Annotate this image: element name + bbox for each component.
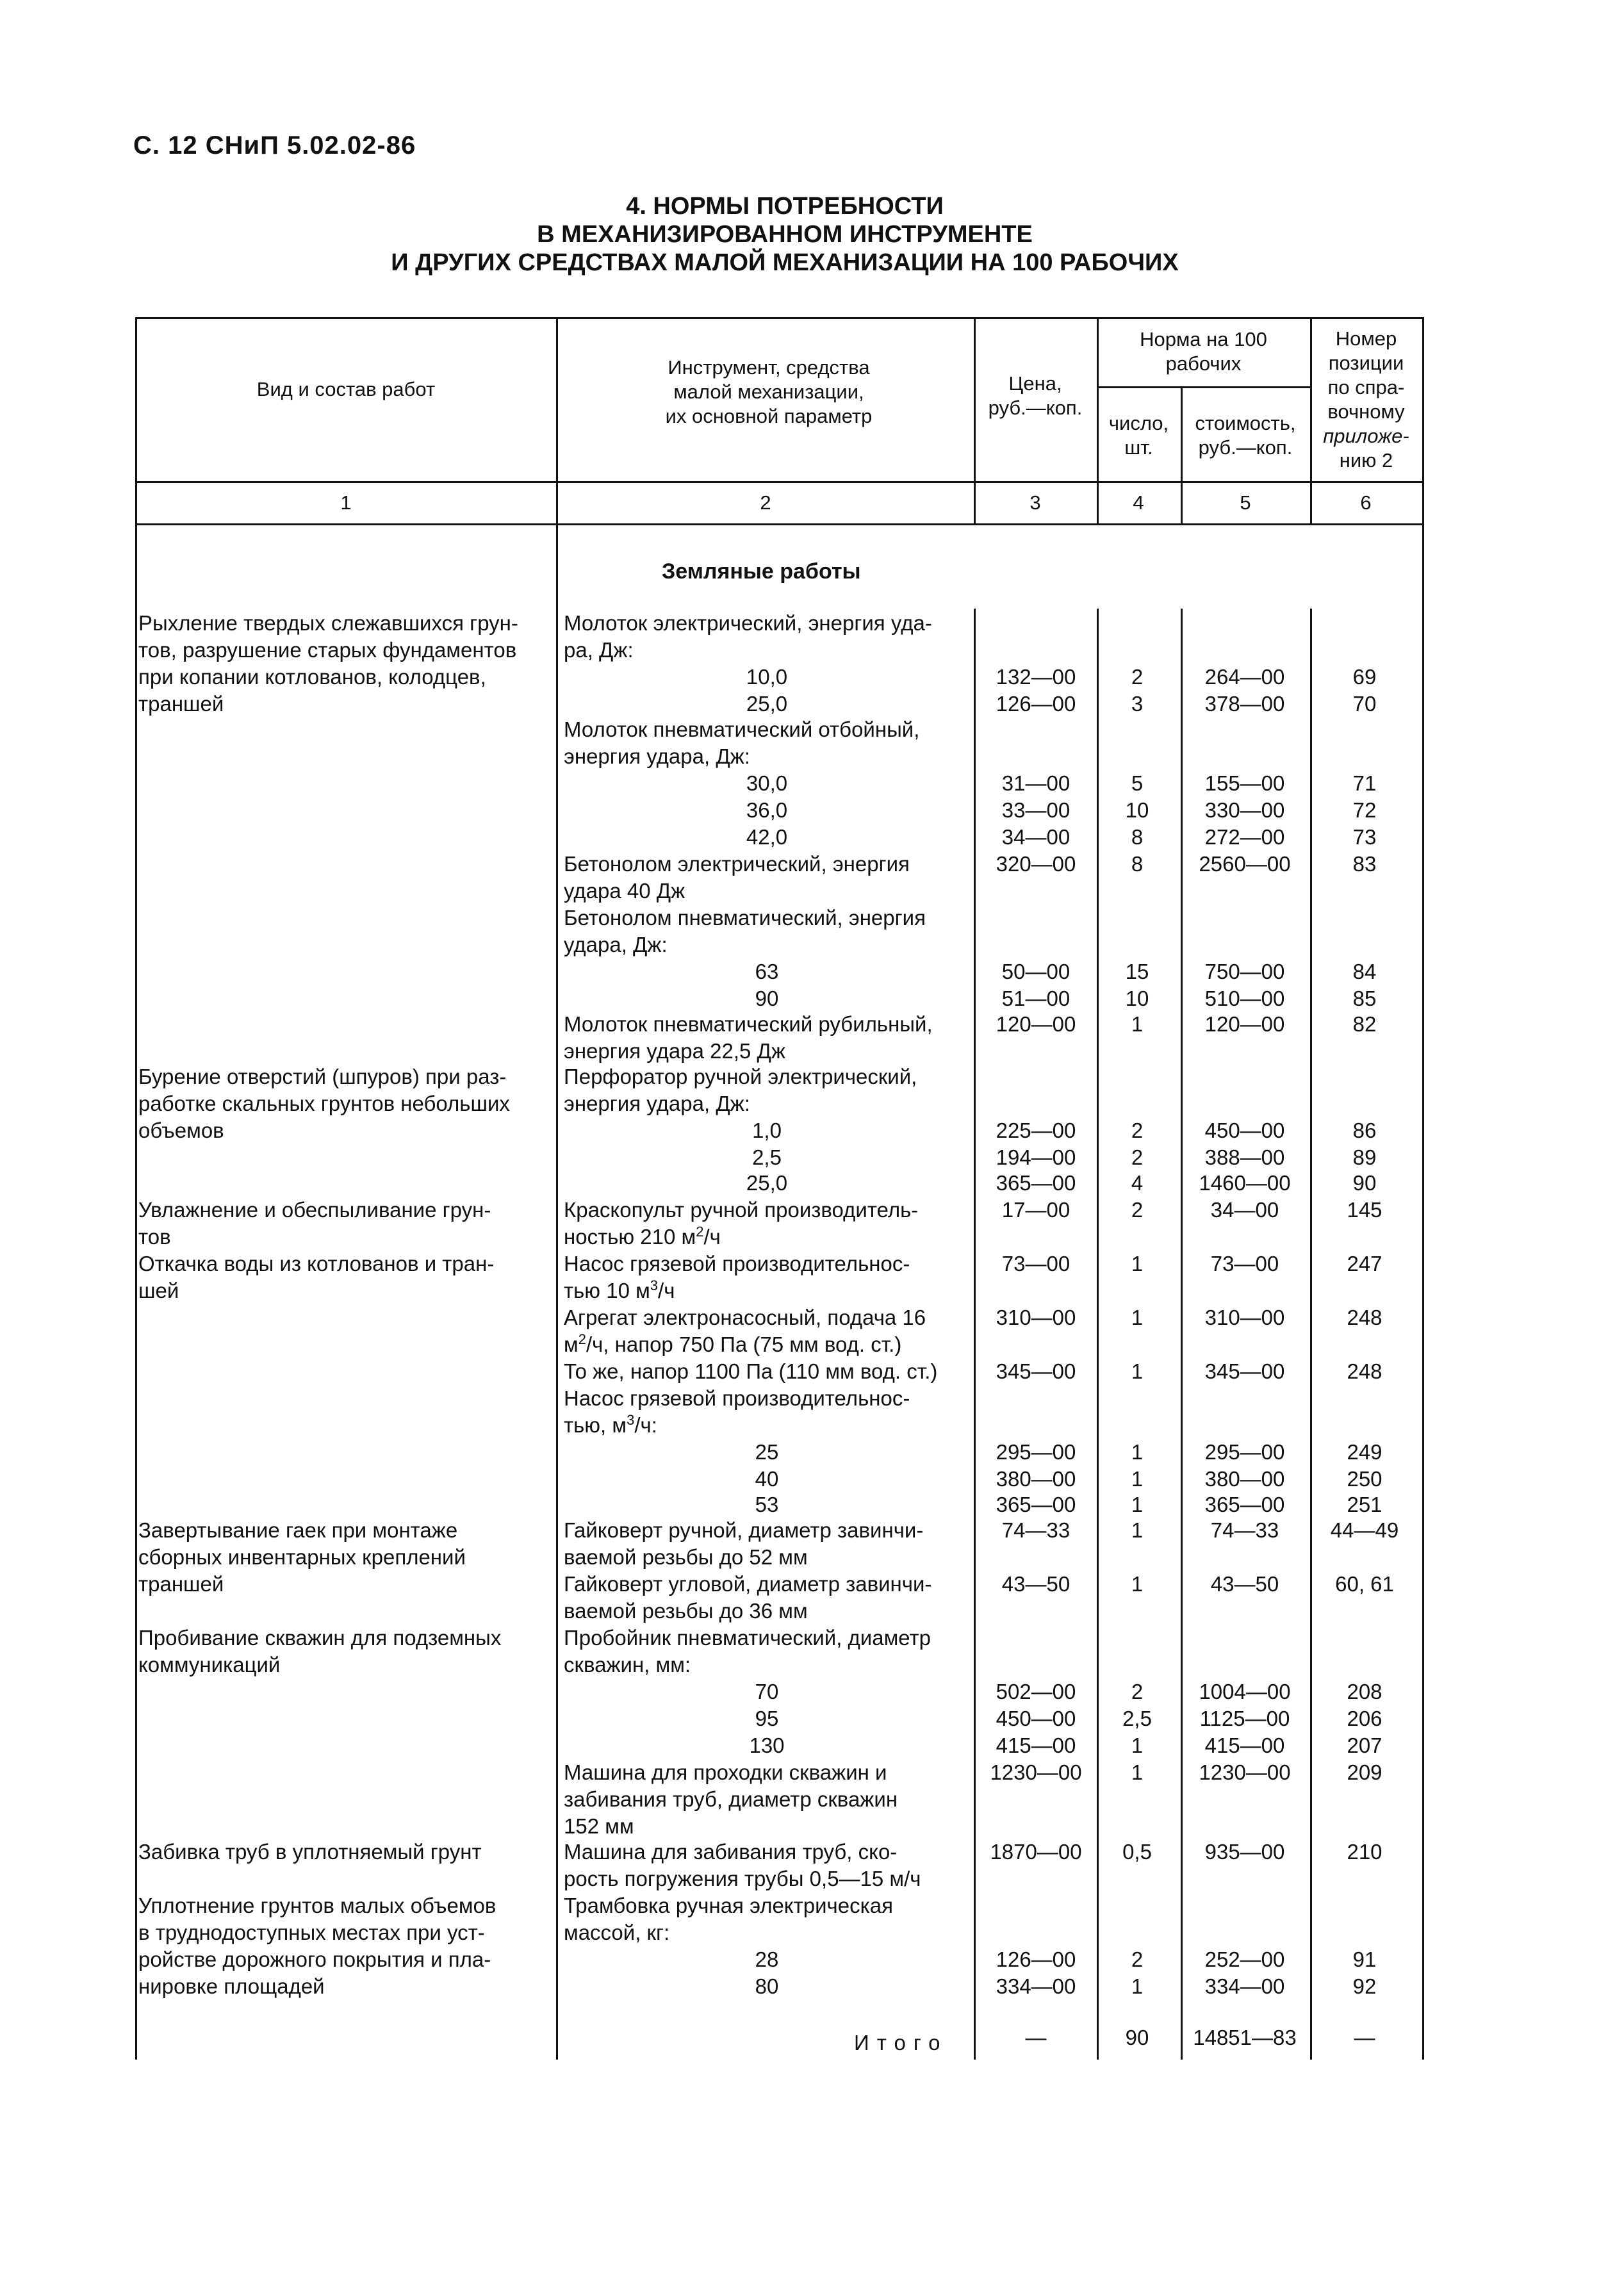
tool-line: массой, кг: [564, 1921, 670, 1944]
tool-line: Насос грязевой производительнос- [564, 1386, 910, 1410]
cost-cell: 155—00 [1204, 771, 1285, 795]
count-cell: 2 [1131, 665, 1144, 689]
position-cell: 92 [1352, 1974, 1377, 1998]
position-cell: 84 [1352, 960, 1377, 983]
work-line: ройстве дорожного покрытия и пла- [138, 1947, 491, 1971]
price-cell: 310—00 [996, 1306, 1076, 1329]
tool-line: Пробойник пневматический, диаметр [564, 1626, 931, 1650]
price-cell: 502—00 [996, 1680, 1076, 1703]
param-cell: 130 [749, 1734, 785, 1757]
price-cell: 320—00 [996, 852, 1076, 876]
tool-line: 152 мм [564, 1814, 634, 1838]
price-cell: 34—00 [1001, 825, 1070, 849]
price-cell: 132—00 [996, 665, 1076, 689]
count-cell: 1 [1131, 1252, 1144, 1275]
tool-line: Молоток пневматический рубильный, [564, 1012, 933, 1036]
position-cell: 90 [1352, 1171, 1377, 1195]
count-cell: 15 [1125, 960, 1149, 983]
colnum-bottom-border [135, 523, 1424, 525]
count-cell: 2 [1131, 1119, 1144, 1142]
tool-line: ра, Дж: [564, 638, 634, 662]
count-cell: 8 [1131, 852, 1144, 876]
param-cell: 25,0 [746, 692, 788, 716]
price-cell: 126—00 [996, 692, 1076, 716]
param-cell: 40 [755, 1467, 779, 1491]
tool-line: энергия удара, Дж: [564, 1092, 750, 1115]
cost-cell: 43—50 [1210, 1572, 1279, 1596]
count-cell: 1 [1131, 1734, 1144, 1757]
col-divider-2-body [974, 609, 976, 2060]
work-line: работке скальных грунтов небольших [138, 1092, 510, 1115]
tool-line: рость погружения трубы 0,5—15 м/ч [564, 1867, 921, 1890]
total-label: Итого [854, 2031, 948, 2054]
cost-cell: 378—00 [1204, 692, 1285, 716]
cost-cell: 74—33 [1210, 1518, 1279, 1542]
tool-line: энергия удара 22,5 Дж [564, 1039, 785, 1063]
count-cell: 8 [1131, 825, 1144, 849]
param-cell: 25,0 [746, 1171, 788, 1195]
cost-cell: 380—00 [1204, 1467, 1285, 1491]
param-cell: 90 [755, 987, 779, 1010]
tool-line: Гайковерт угловой, диаметр завинчи- [564, 1572, 932, 1596]
cost-cell: 510—00 [1204, 987, 1285, 1010]
cost-cell: 252—00 [1204, 1947, 1285, 1971]
table-left-border [135, 317, 137, 2060]
cost-cell: 1460—00 [1199, 1171, 1291, 1195]
price-cell: 50—00 [1001, 960, 1070, 983]
position-cell: 208 [1347, 1680, 1382, 1703]
count-cell: 3 [1131, 692, 1144, 716]
tool-line: тью, $м^3/ч$: [564, 1412, 657, 1437]
tool-line: Перфоратор ручной электрический, [564, 1065, 917, 1088]
table-right-border [1422, 317, 1424, 2060]
param-cell: 63 [755, 960, 779, 983]
tool-line: ваемой резьбы до 52 мм [564, 1545, 808, 1569]
tool-line: Агрегат электронасосный, подача 16 [564, 1306, 926, 1329]
tool-line: энергия удара, Дж: [564, 744, 750, 768]
param-cell: 36,0 [746, 798, 788, 822]
position-cell: 71 [1352, 771, 1377, 795]
work-line: Уплотнение грунтов малых объемов [138, 1894, 496, 1917]
price-cell: 74—33 [1001, 1518, 1070, 1542]
price-cell: 120—00 [996, 1012, 1076, 1036]
header-cost: стоимость, руб.—коп. [1195, 412, 1296, 459]
price-cell: 1870—00 [990, 1840, 1082, 1864]
cost-cell: 334—00 [1204, 1974, 1285, 1998]
work-line: тов [138, 1225, 171, 1249]
header-work: Вид и состав работ [256, 378, 436, 400]
page-header: С. 12 СНиП 5.02.02-86 [133, 131, 416, 160]
param-cell: 53 [755, 1493, 779, 1516]
tool-line: Гайковерт ручной, диаметр завинчи- [564, 1518, 924, 1542]
work-line: при копании котлованов, колодцев, [138, 665, 486, 689]
position-cell: 210 [1347, 1840, 1382, 1864]
total-cost: 14851—83 [1193, 2026, 1297, 2049]
tool-line: удара 40 Дж [564, 879, 685, 903]
count-cell: 5 [1131, 771, 1144, 795]
count-cell: 0,5 [1122, 1840, 1152, 1864]
position-cell: 89 [1352, 1145, 1377, 1169]
total-count: 90 [1125, 2026, 1149, 2049]
price-cell: 380—00 [996, 1467, 1076, 1491]
cost-cell: 388—00 [1204, 1145, 1285, 1169]
price-cell: 33—00 [1001, 798, 1070, 822]
tool-line: То же, напор 1100 Па (110 мм вод. ст.) [564, 1359, 938, 1383]
work-line: сборных инвентарных креплений [138, 1545, 466, 1569]
total-position: — [1354, 2026, 1375, 2049]
count-cell: 2 [1131, 1198, 1144, 1222]
tool-line: ваемой резьбы до 36 мм [564, 1599, 808, 1623]
param-cell: 25 [755, 1440, 779, 1464]
param-cell: 80 [755, 1974, 779, 1998]
position-cell: 72 [1352, 798, 1377, 822]
cost-cell: 1230—00 [1199, 1760, 1291, 1784]
count-cell: 1 [1131, 1306, 1144, 1329]
param-cell: 10,0 [746, 665, 788, 689]
cost-cell: 264—00 [1204, 665, 1285, 689]
section-title: Земляные работы [662, 559, 861, 584]
tool-line: ностью 210 $м^2/ч$ [564, 1224, 721, 1249]
title-line: И ДРУГИХ СРЕДСТВАХ МАЛОЙ МЕХАНИЗАЦИИ НА 100 РАБОЧИХ [391, 249, 1179, 276]
position-cell: 247 [1347, 1252, 1382, 1275]
position-cell: 60, 61 [1335, 1572, 1394, 1596]
cost-cell: 34—00 [1210, 1198, 1279, 1222]
tool-line: Машина для проходки скважин и [564, 1760, 887, 1784]
tool-line: скважин, мм: [564, 1653, 691, 1677]
tool-line: Молоток электрический, энергия уда- [564, 611, 932, 635]
table-title [0, 192, 1570, 277]
cost-cell: 935—00 [1204, 1840, 1285, 1864]
cost-cell: 415—00 [1204, 1734, 1285, 1757]
param-cell: 30,0 [746, 771, 788, 795]
tool-line: Краскопульт ручной производитель- [564, 1198, 919, 1222]
tool-line: Бетонолом электрический, энергия [564, 852, 910, 876]
position-cell: 91 [1352, 1947, 1377, 1971]
total-price: — [1025, 2026, 1047, 2049]
tool-line: Молоток пневматический отбойный, [564, 717, 920, 741]
header-count: число, шт. [1108, 412, 1169, 459]
work-line: Бурение отверстий (шпуров) при раз- [138, 1065, 507, 1088]
tool-line: удара, Дж: [564, 933, 668, 956]
cost-cell: 330—00 [1204, 798, 1285, 822]
cost-cell: 310—00 [1204, 1306, 1285, 1329]
title-line: В МЕХАНИЗИРОВАННОМ ИНСТРУМЕНТЕ [537, 221, 1033, 248]
header-price: Цена, руб.—коп. [988, 372, 1083, 419]
price-cell: 43—50 [1001, 1572, 1070, 1596]
position-cell: 209 [1347, 1760, 1382, 1784]
price-cell: 73—00 [1001, 1252, 1070, 1275]
header-tool: Инструмент, средства малой механизации, их основной параметр [665, 356, 873, 427]
price-cell: 194—00 [996, 1145, 1076, 1169]
count-cell: 1 [1131, 1467, 1144, 1491]
position-cell: 73 [1352, 825, 1377, 849]
count-cell: 1 [1131, 1493, 1144, 1516]
param-cell: 42,0 [746, 825, 788, 849]
count-cell: 1 [1131, 1012, 1144, 1036]
cost-cell: 750—00 [1204, 960, 1285, 983]
count-cell: 1 [1131, 1359, 1144, 1383]
cost-cell: 2560—00 [1199, 852, 1291, 876]
param-cell: 2,5 [752, 1145, 782, 1169]
work-line: Пробивание скважин для подземных [138, 1626, 502, 1650]
param-cell: 28 [755, 1947, 779, 1971]
tool-line: $м^2/ч$, напор 750 Па (75 мм вод. ст.) [564, 1331, 902, 1356]
count-cell: 10 [1125, 987, 1149, 1010]
price-cell: 126—00 [996, 1947, 1076, 1971]
work-line: траншей [138, 692, 224, 716]
cost-cell: 450—00 [1204, 1119, 1285, 1142]
work-line: Забивка труб в уплотняемый грунт [138, 1840, 482, 1864]
column-number: 2 [760, 491, 771, 514]
header-norm: Норма на 100 рабочих [1140, 328, 1267, 375]
param-cell: 70 [755, 1680, 779, 1703]
work-line: шей [138, 1279, 179, 1302]
price-cell: 345—00 [996, 1359, 1076, 1383]
count-cell: 2,5 [1122, 1707, 1152, 1730]
position-cell: 248 [1347, 1306, 1382, 1329]
price-cell: 365—00 [996, 1493, 1076, 1516]
price-cell: 31—00 [1001, 771, 1070, 795]
position-cell: 206 [1347, 1707, 1382, 1730]
param-cell: 1,0 [752, 1119, 782, 1142]
price-cell: 17—00 [1001, 1198, 1070, 1222]
col-divider-2 [974, 317, 976, 525]
header-position: Номер позиции по спра- вочному приложе- нию 2 [1323, 327, 1409, 471]
work-line: траншей [138, 1572, 224, 1596]
position-cell: 251 [1347, 1493, 1382, 1516]
cost-cell: 272—00 [1204, 825, 1285, 849]
tool-line: Трамбовка ручная электрическая [564, 1894, 893, 1917]
work-line: Завертывание гаек при монтаже [138, 1518, 458, 1542]
count-cell: 2 [1131, 1680, 1144, 1703]
col-divider-3-body [1097, 609, 1099, 2060]
price-cell: 415—00 [996, 1734, 1076, 1757]
work-line: Откачка воды из котлованов и тран- [138, 1252, 495, 1275]
work-line: объемов [138, 1119, 224, 1142]
column-number: 3 [1029, 491, 1041, 514]
table-top-border [135, 317, 1424, 319]
header-bottom-border [135, 481, 1424, 483]
position-cell: 44—49 [1330, 1518, 1399, 1542]
position-cell: 249 [1347, 1440, 1382, 1464]
cost-cell: 365—00 [1204, 1493, 1285, 1516]
col-divider-1 [556, 317, 558, 2060]
price-cell: 225—00 [996, 1119, 1076, 1142]
cost-cell: 295—00 [1204, 1440, 1285, 1464]
cost-cell: 1125—00 [1199, 1707, 1290, 1730]
cost-cell: 345—00 [1204, 1359, 1285, 1383]
cost-cell: 120—00 [1204, 1012, 1285, 1036]
column-number: 1 [340, 491, 352, 514]
norm-header-divider [1097, 386, 1310, 388]
position-cell: 145 [1347, 1198, 1382, 1222]
price-cell: 295—00 [996, 1440, 1076, 1464]
position-cell: 82 [1352, 1012, 1377, 1036]
cost-cell: 73—00 [1210, 1252, 1279, 1275]
count-cell: 4 [1131, 1171, 1144, 1195]
work-line: тов, разрушение старых фундаментов [138, 638, 517, 662]
price-cell: 1230—00 [990, 1760, 1082, 1784]
tool-line: Бетонолом пневматический, энергия [564, 906, 926, 930]
tool-line: забивания труб, диаметр скважин [564, 1787, 898, 1811]
count-cell: 1 [1131, 1440, 1144, 1464]
work-line: Увлажнение и обеспыливание грун- [138, 1198, 491, 1222]
title-line: 4. НОРМЫ ПОТРЕБНОСТИ [626, 193, 944, 220]
price-cell: 365—00 [996, 1171, 1076, 1195]
work-line: нировке площадей [138, 1974, 325, 1998]
position-cell: 83 [1352, 852, 1377, 876]
tool-line: Машина для забивания труб, ско- [564, 1840, 898, 1864]
count-cell: 1 [1131, 1572, 1144, 1596]
count-cell: 1 [1131, 1974, 1144, 1998]
price-cell: 51—00 [1001, 987, 1070, 1010]
count-cell: 2 [1131, 1145, 1144, 1169]
price-cell: 450—00 [996, 1707, 1076, 1730]
tool-line: Насос грязевой производительнос- [564, 1252, 910, 1275]
cost-cell: 1004—00 [1199, 1680, 1291, 1703]
work-line: коммуникаций [138, 1653, 281, 1677]
position-cell: 70 [1352, 692, 1377, 716]
work-line: в труднодоступных местах при уст- [138, 1921, 485, 1944]
price-cell: 334—00 [996, 1974, 1076, 1998]
count-cell: 2 [1131, 1947, 1144, 1971]
position-cell: 248 [1347, 1359, 1382, 1383]
position-cell: 69 [1352, 665, 1377, 689]
column-number: 6 [1360, 491, 1372, 514]
col-divider-5-body [1310, 609, 1312, 2060]
param-cell: 95 [755, 1707, 779, 1730]
count-cell: 10 [1125, 798, 1149, 822]
position-cell: 250 [1347, 1467, 1382, 1491]
position-cell: 86 [1352, 1119, 1377, 1142]
work-line: Рыхление твердых слежавшихся грун- [138, 611, 518, 635]
column-number: 4 [1133, 491, 1144, 514]
tool-line: тью 10 $м^3/ч$ [564, 1277, 675, 1302]
column-number: 5 [1240, 491, 1251, 514]
count-cell: 1 [1131, 1518, 1144, 1542]
count-cell: 1 [1131, 1760, 1144, 1784]
position-cell: 207 [1347, 1734, 1382, 1757]
position-cell: 85 [1352, 987, 1377, 1010]
